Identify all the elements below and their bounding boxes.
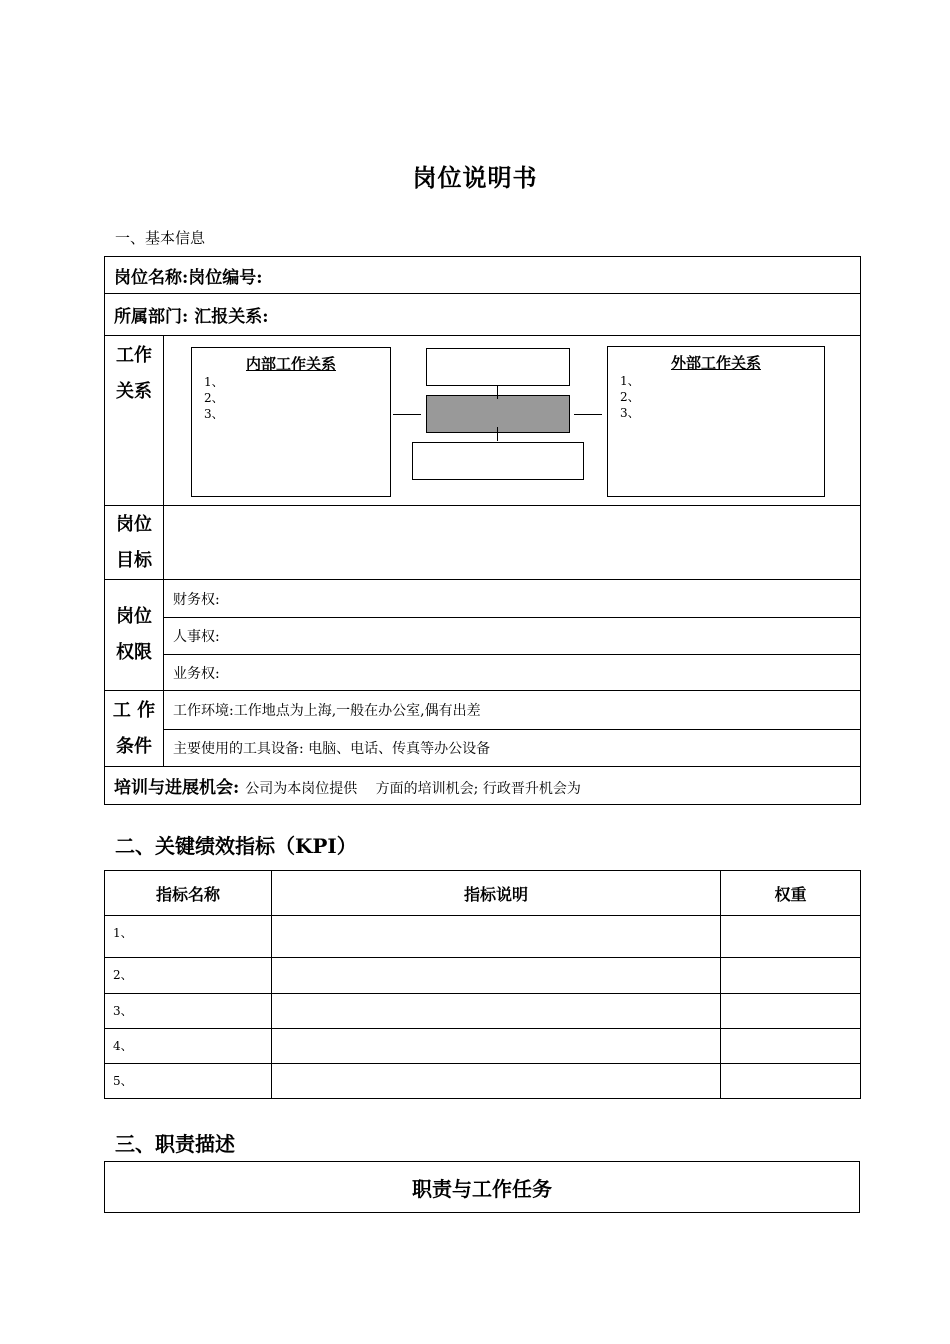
work-relations-label: 工作 关系 <box>105 336 164 506</box>
work-relations-diagram <box>164 336 861 506</box>
work-tools: 主要使用的工具设备: 电脑、电话、传真等办公设备 <box>164 730 861 767</box>
org-chart-bottom-box <box>412 442 584 480</box>
duties-table <box>104 1161 860 1213</box>
position-goal-label: 岗位 目标 <box>105 506 164 580</box>
training-row: 培训与进展机会: 公司为本岗位提供 方面的培训机会; 行政晋升机会为 <box>105 767 861 805</box>
duties-table-title: 职责与工作任务 <box>105 1162 860 1213</box>
external-relations-box: 外部工作关系 1、 2、 3、 <box>607 346 825 497</box>
training-value: 公司为本岗位提供 方面的培训机会; 行政晋升机会为 <box>245 781 581 797</box>
authority-label: 岗位 权限 <box>105 580 164 691</box>
kpi-index: 4、 <box>105 1029 272 1064</box>
position-goal-value <box>164 506 861 580</box>
org-chart-position-box <box>426 395 570 433</box>
basic-info-table <box>104 256 861 805</box>
table-row <box>105 958 861 994</box>
section-kpi-heading: 二、关键绩效指标（KPI） <box>115 834 357 858</box>
connector-line <box>497 385 498 399</box>
kpi-table <box>104 870 861 1099</box>
authority-finance: 财务权: <box>164 580 861 618</box>
internal-item: 3、 <box>204 406 224 421</box>
internal-item: 1、 <box>204 374 224 389</box>
authority-business: 业务权: <box>164 655 861 691</box>
department-row: 所属部门: 汇报关系: <box>105 294 861 336</box>
kpi-index: 5、 <box>105 1064 272 1099</box>
table-row <box>105 1064 861 1099</box>
table-row <box>105 1029 861 1064</box>
connector-line <box>497 427 498 441</box>
position-name-row: 岗位名称:岗位编号: <box>105 257 861 294</box>
kpi-index: 3、 <box>105 994 272 1029</box>
authority-personnel: 人事权: <box>164 618 861 655</box>
internal-relations-box: 内部工作关系 1、 2、 3、 <box>191 347 391 497</box>
org-chart-top-box <box>426 348 570 386</box>
table-row <box>105 916 861 958</box>
work-environment: 工作环境:工作地点为上海,一般在办公室,偶有出差 <box>164 691 861 730</box>
external-item: 2、 <box>620 389 640 404</box>
section-basic-info-heading: 一、基本信息 <box>115 229 206 247</box>
kpi-index: 2、 <box>105 958 272 994</box>
table-row <box>105 994 861 1029</box>
work-conditions-label: 工 作 条件 <box>105 691 164 767</box>
kpi-col-desc: 指标说明 <box>272 871 721 916</box>
kpi-index: 1、 <box>105 916 272 958</box>
kpi-col-name: 指标名称 <box>105 871 272 916</box>
external-item: 3、 <box>620 405 640 420</box>
page-title: 岗位说明书 <box>412 163 538 192</box>
section-duties-heading: 三、职责描述 <box>115 1132 235 1156</box>
connector-line <box>393 414 421 415</box>
kpi-col-weight: 权重 <box>721 871 861 916</box>
external-item: 1、 <box>620 373 640 388</box>
connector-line <box>574 414 602 415</box>
internal-item: 2、 <box>204 390 224 405</box>
